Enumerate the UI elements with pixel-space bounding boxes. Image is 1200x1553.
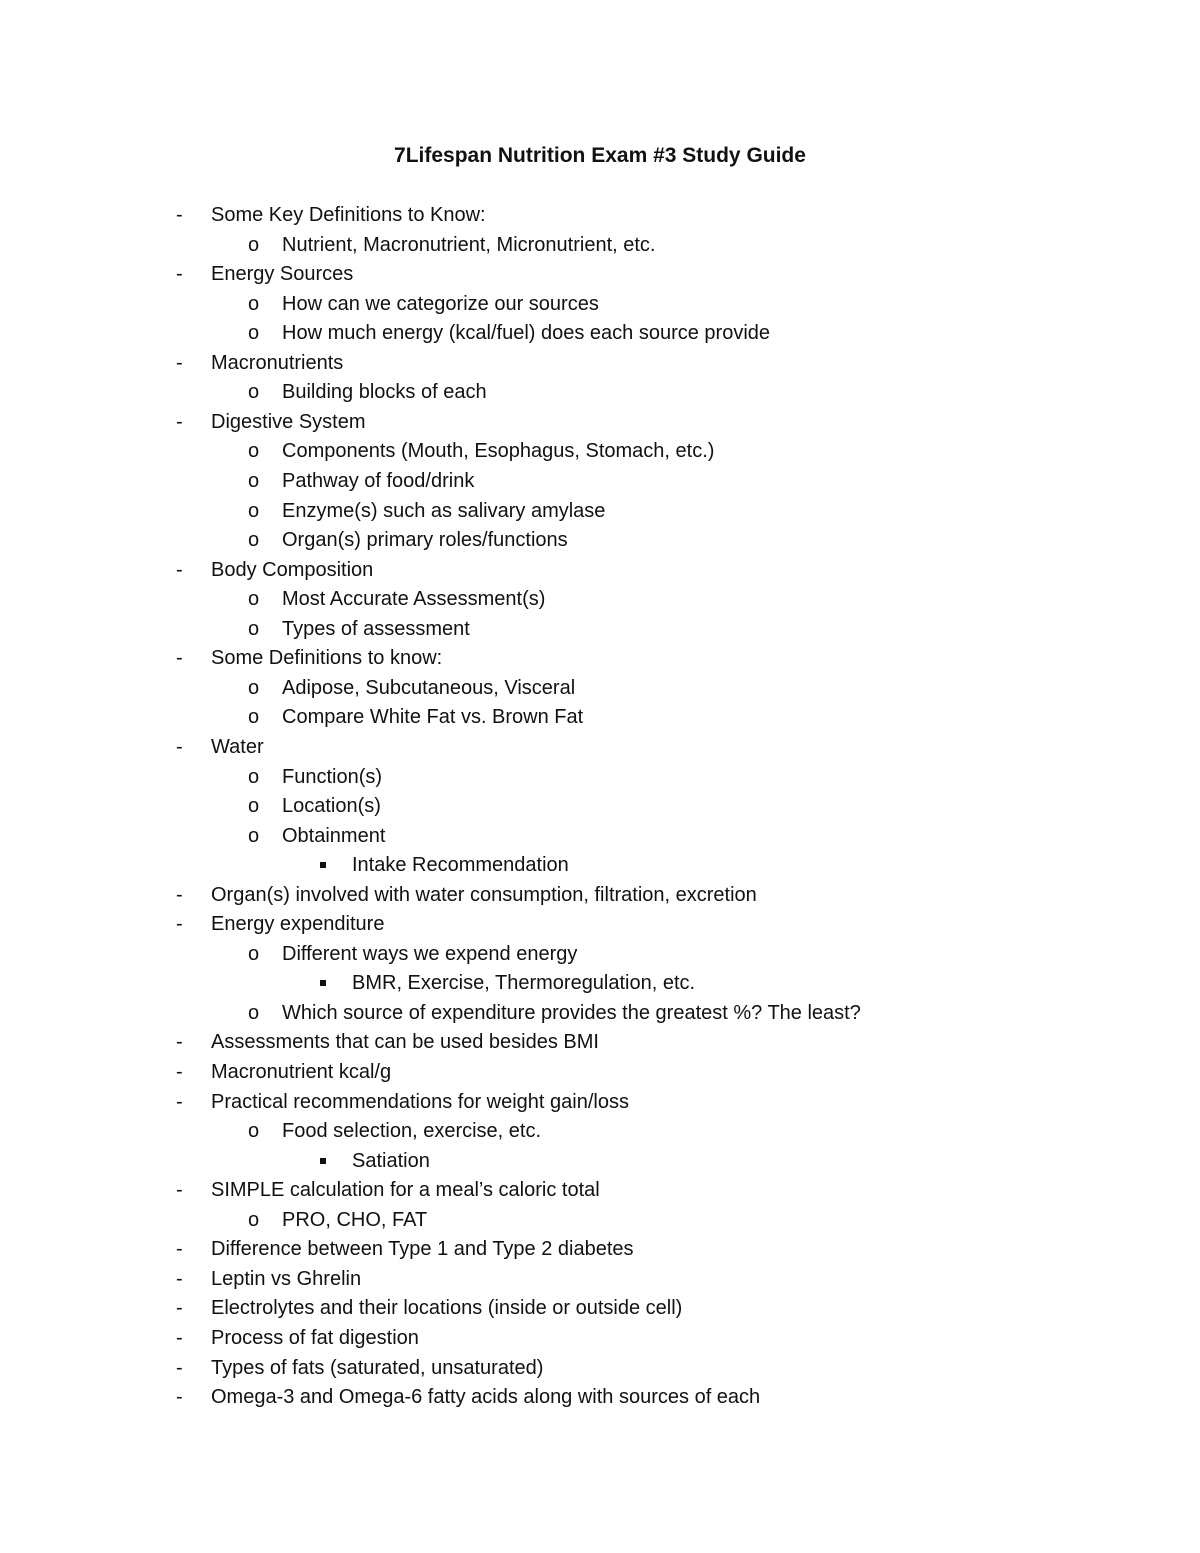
dash-bullet: - <box>176 351 183 374</box>
square-bullet-icon <box>320 980 326 986</box>
circle-bullet: o <box>248 795 260 817</box>
outline-item-text: Some Key Definitions to Know: <box>211 204 486 226</box>
dash-bullet: - <box>176 558 183 581</box>
dash-bullet: - <box>176 1386 183 1408</box>
dash-bullet: - <box>176 735 183 758</box>
dash-bullet: - <box>176 913 183 936</box>
outline-item-text: Organ(s) involved with water consumption, filtration, excretion <box>211 883 757 906</box>
circle-bullet: o <box>248 1001 260 1024</box>
dash-bullet: - <box>176 204 183 226</box>
circle-bullet: o <box>248 499 260 522</box>
outline-item-text: Digestive System <box>211 410 366 433</box>
outline-item-text: Which source of expenditure provides the greatest %? The least? <box>282 1001 861 1024</box>
outline-item-text: Location(s) <box>282 795 381 817</box>
outline-item-text: Satiation <box>352 1149 430 1172</box>
dash-bullet: - <box>176 1090 183 1113</box>
outline-item-text: Function(s) <box>282 765 383 788</box>
outline-item-text: Some Definitions to know: <box>211 647 443 670</box>
outline-item-text: Adipose, Subcutaneous, Visceral <box>282 676 576 699</box>
outline-item-text: SIMPLE calculation for a meal’s caloric total <box>211 1179 600 1202</box>
outline-item-text: Difference between Type 1 and Type 2 diabetes <box>211 1238 634 1261</box>
circle-bullet: o <box>248 942 260 965</box>
circle-bullet: o <box>248 588 260 611</box>
outline-item-text: Macronutrients <box>211 351 344 374</box>
outline-item-text: BMR, Exercise, Thermoregulation, etc. <box>352 972 696 995</box>
outline-item-text: Obtainment <box>282 824 386 847</box>
dash-bullet: - <box>176 1061 183 1083</box>
outline-item-text: Practical recommendations for weight gain/loss <box>211 1090 629 1113</box>
dash-bullet: - <box>176 1297 183 1320</box>
circle-bullet: o <box>248 292 260 315</box>
dash-bullet: - <box>176 1238 183 1261</box>
circle-bullet: o <box>248 765 260 788</box>
outline-item-text: Intake Recommendation <box>352 854 569 877</box>
outline-item-text: How can we categorize our sources <box>282 292 599 315</box>
dash-bullet: - <box>176 410 183 433</box>
outline-item-text: Assessments that can be used besides BMI <box>211 1031 599 1054</box>
outline-item-text: Nutrient, Macronutrient, Micronutrient, etc. <box>282 233 656 256</box>
circle-bullet: o <box>248 381 260 404</box>
circle-bullet: o <box>248 469 260 492</box>
circle-bullet: o <box>248 529 260 551</box>
dash-bullet: - <box>176 1267 183 1290</box>
outline-item-text: Most Accurate Assessment(s) <box>282 588 546 611</box>
outline-item-text: Pathway of food/drink <box>282 469 475 492</box>
outline-item-text: Food selection, exercise, etc. <box>282 1120 542 1143</box>
circle-bullet: o <box>248 824 260 847</box>
square-bullet-icon <box>320 862 326 868</box>
outline-item-text: Organ(s) primary roles/functions <box>282 529 568 551</box>
outline-item-text: Leptin vs Ghrelin <box>211 1267 362 1290</box>
outline-item-text: Body Composition <box>211 558 374 581</box>
circle-bullet: o <box>248 1120 260 1143</box>
dash-bullet: - <box>176 1179 183 1202</box>
circle-bullet: o <box>248 676 260 699</box>
outline-item-text: Different ways we expend energy <box>282 942 578 965</box>
outline-item-text: Compare White Fat vs. Brown Fat <box>282 706 584 729</box>
circle-bullet: o <box>248 233 260 256</box>
circle-bullet: o <box>248 617 260 640</box>
outline-item-text: Energy expenditure <box>211 913 385 936</box>
outline-item-text: Process of fat digestion <box>211 1326 419 1349</box>
circle-bullet: o <box>248 322 260 345</box>
dash-bullet: - <box>176 647 183 670</box>
outline-item-text: Types of assessment <box>282 617 470 640</box>
dash-bullet: - <box>176 1326 183 1349</box>
outline-item-text: Building blocks of each <box>282 381 487 404</box>
outline-item-text: Enzyme(s) such as salivary amylase <box>282 499 606 522</box>
dash-bullet: - <box>176 263 183 286</box>
dash-bullet: - <box>176 1356 183 1379</box>
outline-item-text: Components (Mouth, Esophagus, Stomach, etc.) <box>282 440 715 463</box>
outline-item-text: Omega-3 and Omega-6 fatty acids along with sources of each <box>211 1386 761 1408</box>
square-bullet-icon <box>320 1158 326 1164</box>
outline-item-text: Energy Sources <box>211 263 354 286</box>
document-title: 7Lifespan Nutrition Exam #3 Study Guide <box>394 144 806 167</box>
outline-item-text: PRO, CHO, FAT <box>282 1208 428 1231</box>
circle-bullet: o <box>248 706 260 729</box>
outline-item-text: How much energy (kcal/fuel) does each source provide <box>282 322 771 345</box>
outline-item-text: Electrolytes and their locations (inside or outside cell) <box>211 1297 683 1320</box>
outline-item-text: Types of fats (saturated, unsaturated) <box>211 1356 544 1379</box>
circle-bullet: o <box>248 440 260 463</box>
outline-item-text: Macronutrient kcal/g <box>211 1061 392 1083</box>
circle-bullet: o <box>248 1208 260 1231</box>
outline-item-text: Water <box>211 735 264 758</box>
dash-bullet: - <box>176 1031 183 1054</box>
dash-bullet: - <box>176 883 183 906</box>
